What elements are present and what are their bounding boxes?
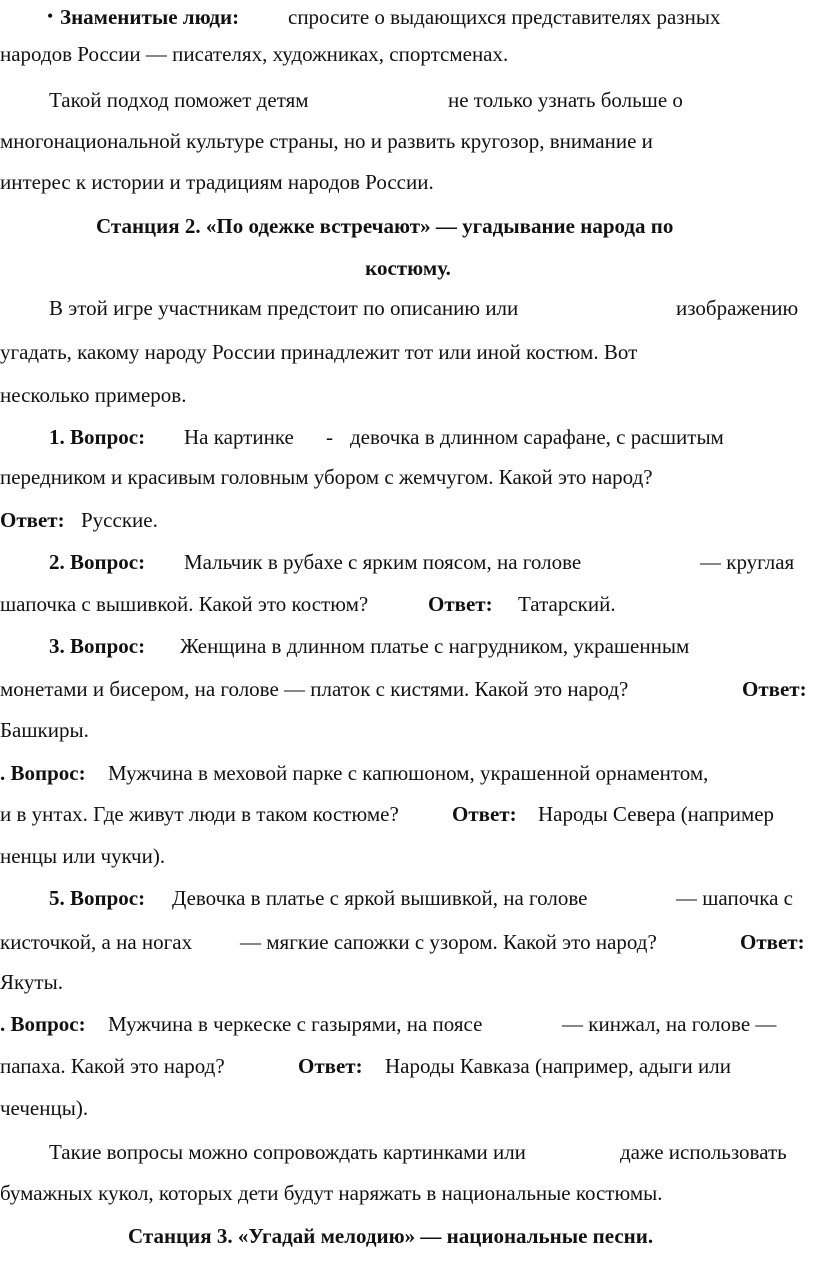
paragraph-2-line-1b: не только узнать больше о	[448, 88, 683, 112]
question-5-answer: Якуты.	[0, 970, 63, 994]
paragraph-2-line-3: интерес к истории и традициям народов России.	[0, 170, 434, 194]
station-3-heading: Станция 3. «Угадай мелодию» — национальные песни.	[128, 1224, 654, 1248]
question-4-answer-line-2: ненцы или чукчи).	[0, 844, 166, 868]
question-1-line-1b: девочка в длинном сарафане, с расшитым	[350, 425, 724, 449]
famous-people-label: Знаменитые люди:	[60, 5, 240, 29]
question-2-line-2: шапочка с вышивкой. Какой это костюм?	[0, 592, 369, 616]
question-1-answer-label: Ответ:	[0, 508, 65, 532]
question-5-label: 5. Вопрос:	[49, 886, 146, 910]
question-4-line-2: и в унтах. Где живут люди в таком костюме?	[0, 802, 399, 826]
question-6-answer-line-2: чеченцы).	[0, 1096, 89, 1120]
question-4-line-1: Мужчина в меховой парке с капюшоном, украшенной орнаментом,	[108, 761, 709, 785]
question-6-answer-line-1: Народы Кавказа (например, адыги или	[385, 1054, 731, 1078]
paragraph-1-line-2: народов России — писателях, художниках, спортсменах.	[0, 42, 509, 66]
bullet-icon: •	[47, 6, 54, 26]
question-4-answer-line-1: Народы Севера (например	[538, 802, 775, 826]
station-2-heading-line-1: Станция 2. «По одежке встречают» — угадывание народа по	[96, 214, 674, 238]
question-5-line-2a: кисточкой, а на ногах	[0, 930, 193, 954]
question-3-answer-label: Ответ:	[742, 677, 807, 701]
question-4-label: . Вопрос:	[0, 761, 86, 785]
question-2-line-1a: Мальчик в рубахе с ярким поясом, на голове	[184, 550, 582, 574]
question-2-answer-label: Ответ:	[428, 592, 493, 616]
question-3-answer: Башкиры.	[0, 718, 89, 742]
paragraph-1-line-1: спросите о выдающихся представителях разных	[288, 5, 721, 29]
question-3-line-2: монетами и бисером, на голове — платок с кистями. Какой это народ?	[0, 677, 629, 701]
intro-line-1b: изображению	[676, 296, 799, 320]
question-1-line-1a: На картинке	[184, 425, 294, 449]
outro-line-1a: Такие вопросы можно сопровождать картинками или	[49, 1140, 526, 1164]
question-4-answer-label: Ответ:	[452, 802, 517, 826]
intro-line-1a: В этой игре участникам предстоит по описанию или	[49, 296, 519, 320]
intro-line-2: угадать, какому народу России принадлежит тот или иной костюм. Вот	[0, 340, 638, 364]
question-1-dash: -	[326, 425, 333, 449]
outro-line-2: бумажных кукол, которых дети будут наряжать в национальные костюмы.	[0, 1181, 663, 1205]
question-2-line-1b: — круглая	[700, 550, 795, 574]
station-2-heading-line-2: костюму.	[365, 256, 451, 280]
paragraph-2-line-1a: Такой подход поможет детям	[49, 88, 309, 112]
question-1-label: 1. Вопрос:	[49, 425, 146, 449]
question-1-line-2: передником и красивым головным убором с жемчугом. Какой это народ?	[0, 465, 653, 489]
question-3-label: 3. Вопрос:	[49, 634, 146, 658]
question-5-line-1b: — шапочка с	[676, 886, 793, 910]
question-6-answer-label: Ответ:	[298, 1054, 363, 1078]
question-6-line-1a: Мужчина в черкеске с газырями, на поясе	[108, 1012, 483, 1036]
question-1-answer: Русские.	[81, 508, 158, 532]
question-6-label: . Вопрос:	[0, 1012, 86, 1036]
paragraph-2-line-2: многонациональной культуре страны, но и развить кругозор, внимание и	[0, 129, 653, 153]
question-2-answer: Татарский.	[518, 592, 616, 616]
outro-line-1b: даже использовать	[620, 1140, 787, 1164]
question-6-line-1b: — кинжал, на голове —	[562, 1012, 777, 1036]
question-5-answer-label: Ответ:	[740, 930, 805, 954]
intro-line-3: несколько примеров.	[0, 383, 187, 407]
question-5-line-1a: Девочка в платье с яркой вышивкой, на голове	[172, 886, 588, 910]
question-6-line-2: папаха. Какой это народ?	[0, 1054, 225, 1078]
question-3-line-1: Женщина в длинном платье с нагрудником, украшенным	[180, 634, 690, 658]
question-5-line-2b: — мягкие сапожки с узором. Какой это народ?	[240, 930, 657, 954]
question-2-label: 2. Вопрос:	[49, 550, 146, 574]
